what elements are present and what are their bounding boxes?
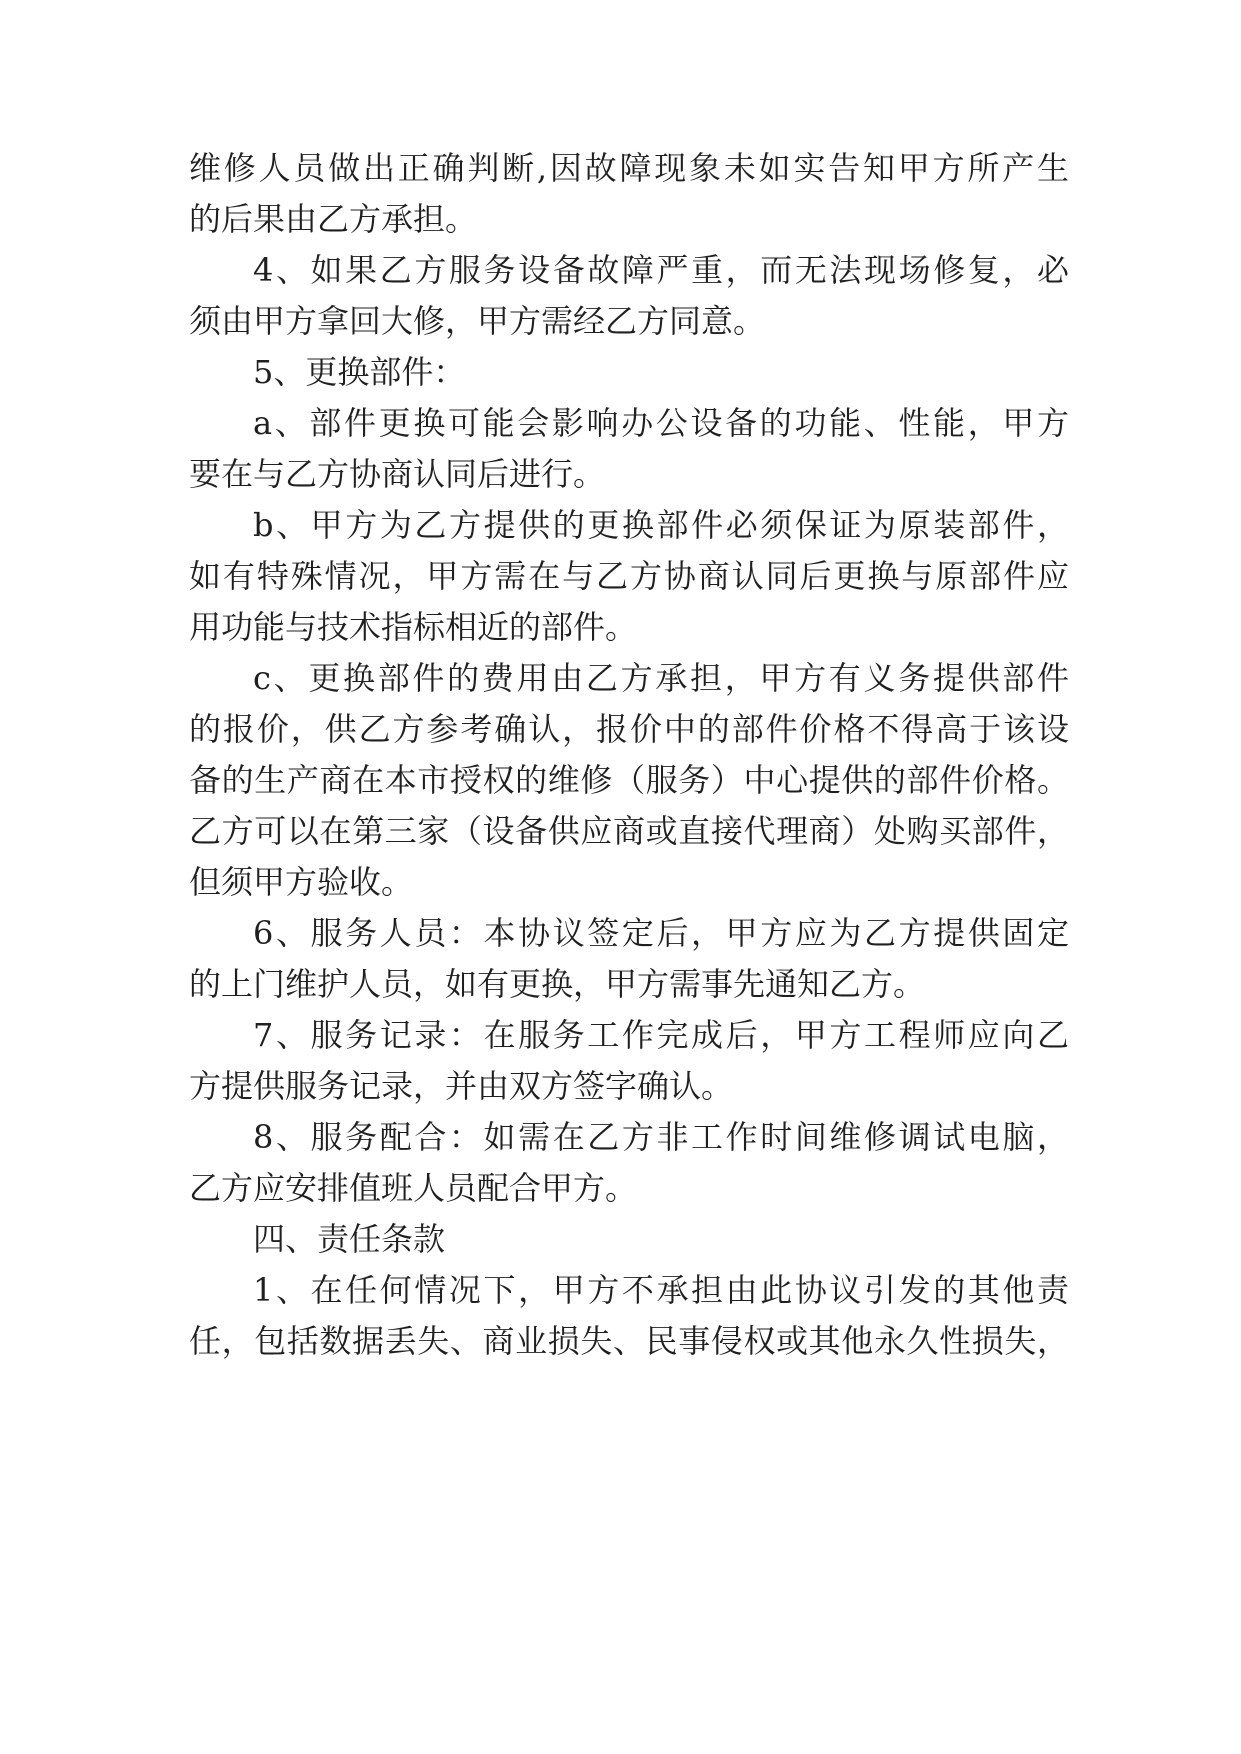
paragraph-start: 4、如果乙方服务设备故障严重，而无法现场修复，必: [253, 251, 1069, 289]
section-heading: 四、责任条款: [253, 1220, 446, 1258]
paragraph-start: 8、服务配合：如需在乙方非工作时间维修调试电脑，: [253, 1118, 1069, 1156]
paragraph-start: c、更换部件的费用由乙方承担，甲方有义务提供部件: [253, 659, 1069, 697]
text-line: 维修人员做出正确判断,因故障现象未如实告知甲方所产生: [189, 149, 1069, 187]
paragraph-start: 6、服务人员：本协议签定后，甲方应为乙方提供固定: [253, 914, 1069, 952]
text-line: 任，包括数据丢失、商业损失、民事侵权或其他永久性损失，: [189, 1322, 1069, 1360]
paragraph-start: 7、服务记录：在服务工作完成后，甲方工程师应向乙: [253, 1016, 1069, 1054]
text-line: 但须甲方验收。: [189, 863, 414, 901]
text-line: 乙方应安排值班人员配合甲方。: [189, 1169, 638, 1207]
text-line: 乙方可以在第三家（设备供应商或直接代理商）处购买部件，: [189, 812, 1069, 850]
paragraph-start: b、甲方为乙方提供的更换部件必须保证为原装部件，: [253, 506, 1069, 544]
text-line: 方提供服务记录，并由双方签字确认。: [189, 1067, 734, 1105]
text-line: 用功能与技术指标相近的部件。: [189, 608, 638, 646]
paragraph-start: a、部件更换可能会影响办公设备的功能、性能，甲方: [253, 404, 1069, 442]
text-line: 须由甲方拿回大修，甲方需经乙方同意。: [189, 302, 766, 340]
text-line: 如有特殊情况，甲方需在与乙方协商认同后更换与原部件应: [189, 557, 1069, 595]
paragraph-start: 1、在任何情况下，甲方不承担由此协议引发的其他责: [253, 1271, 1069, 1309]
section-heading: 5、更换部件：: [253, 353, 466, 391]
text-line: 的上门维护人员，如有更换，甲方需事先通知乙方。: [189, 965, 926, 1003]
text-line: 备的生产商在本市授权的维修（服务）中心提供的部件价格。: [189, 761, 1069, 799]
text-line: 的后果由乙方承担。: [189, 200, 478, 238]
text-line: 要在与乙方协商认同后进行。: [189, 455, 606, 493]
text-line: 的报价，供乙方参考确认，报价中的部件价格不得高于该设: [189, 710, 1069, 748]
